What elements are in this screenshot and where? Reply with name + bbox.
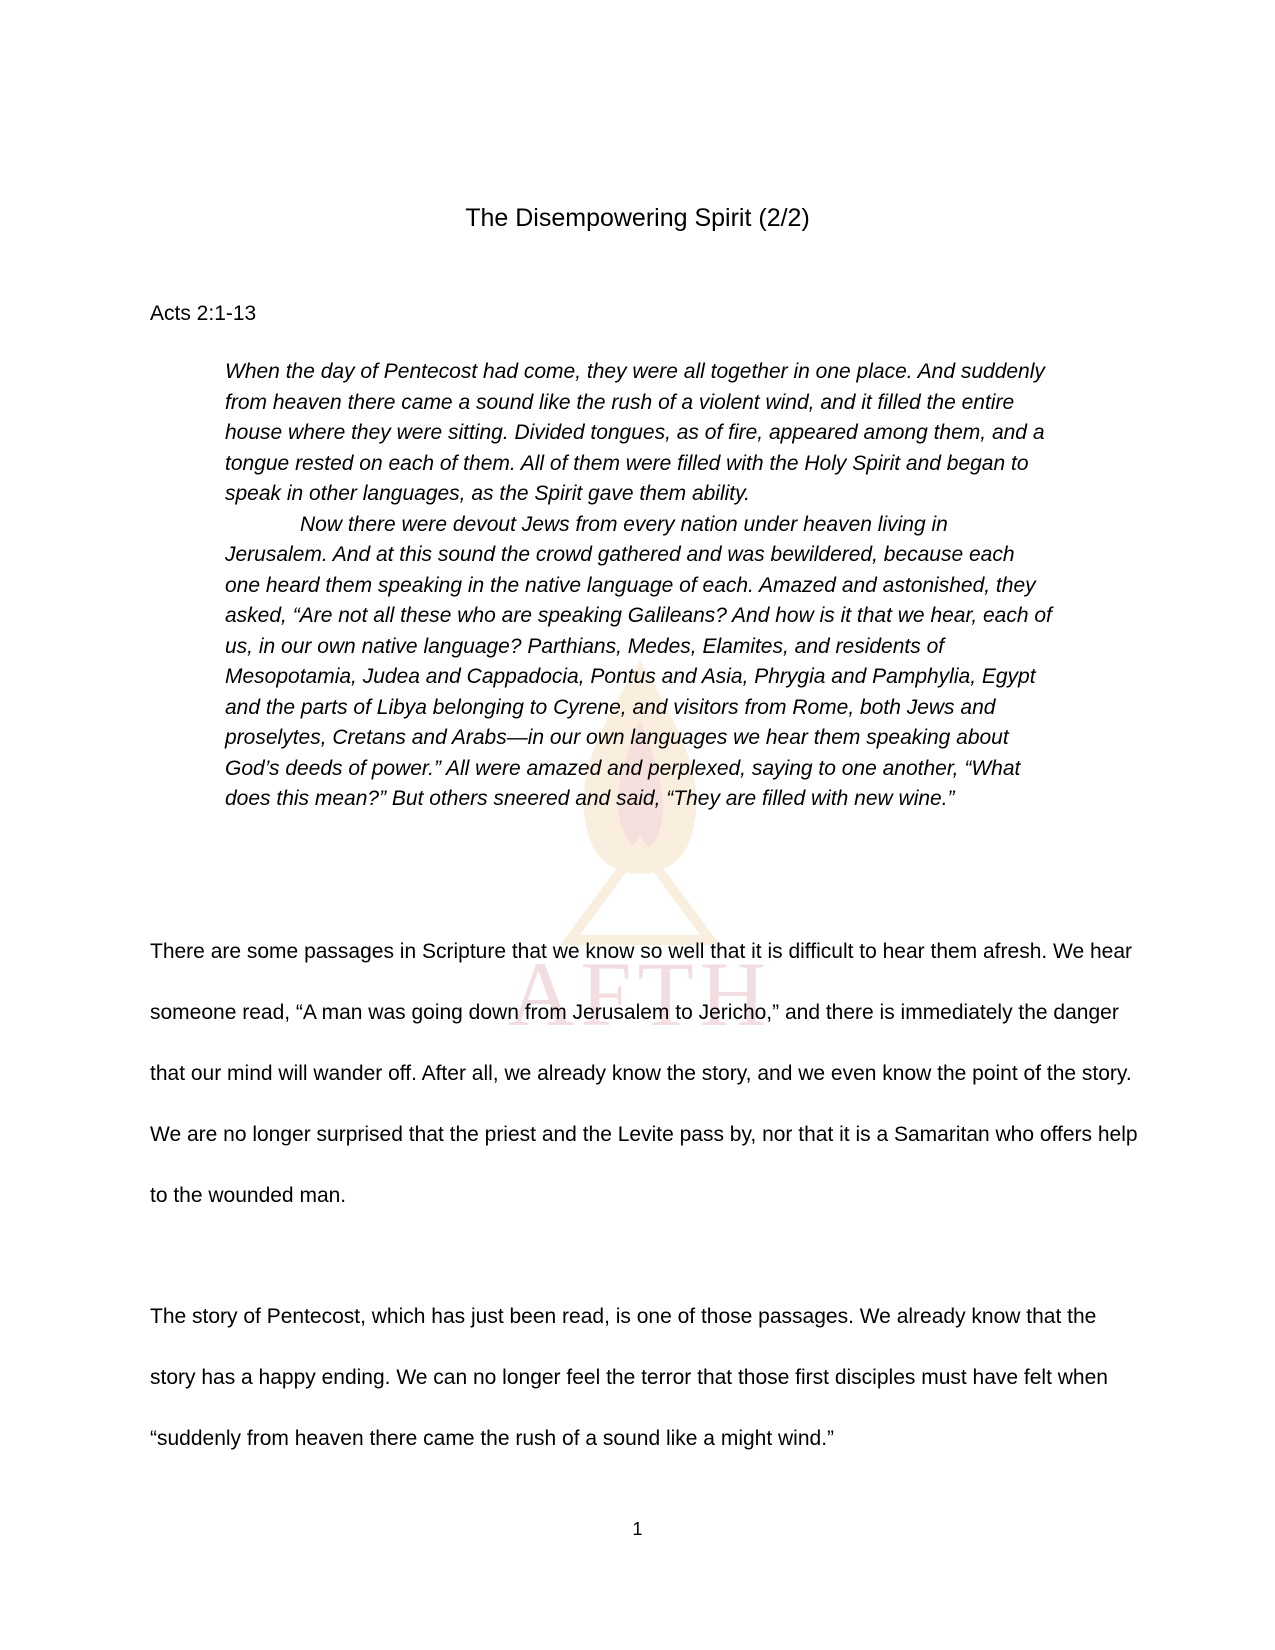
page-title: The Disempowering Spirit (2/2) bbox=[465, 204, 810, 232]
body-paragraph: The story of Pentecost, which has just been read, is one of those passages. We already know that the story has a happy ending. We can no longer feel the terror that those first disciples must have felt when “suddenly from heaven there came the rush of a sound like a might wind.” bbox=[150, 1305, 1108, 1450]
scripture-quote bbox=[225, 357, 1055, 815]
quote-paragraph: When the day of Pentecost had come, they were all together in one place. And suddenly from heaven there came a sound like the rush of a violent wind, and it filled the entire house where they were sitting. Divided tongues, as of fire, appeared among them, and a tongue rested on each of them. All of them were filled with the Holy Spirit and began to speak in other languages, as the Spirit gave them ability. bbox=[225, 360, 1045, 505]
page-number: 1 bbox=[632, 1519, 643, 1539]
scripture-reference: Acts 2:1-13 bbox=[150, 302, 257, 325]
quote-paragraph: Now there were devout Jews from every nation under heaven living in Jerusalem. And at this sound the crowd gathered and was bewildered, because each one heard them speaking in the native language of each. Amazed and astonished, they asked, “Are not all these who are speaking Galileans? And how is it that we hear, each of us, in our own native language? Parthians, Medes, Elamites, and residents of Mesopotamia, Judea and Cappadocia, Pontus and Asia, Phrygia and Pamphylia, Egypt and the parts of Libya belonging to Cyrene, and visitors from Rome, both Jews and proselytes, Cretans and Arabs—in our own languages we hear them speaking about God’s deeds of power.” All were amazed and perplexed, saying to one another, “What does this mean?” But others sneered and said, “They are filled with new wine.” bbox=[225, 512, 1052, 810]
watermark-text: AFTH bbox=[507, 943, 773, 1040]
body-paragraph: There are some passages in Scripture that we know so well that it is difficult to hear them afresh. We hear someone read, “A man was going down from Jerusalem to Jericho,” and there is immediately the danger that our mind will wander off. After all, we already know the story, and we even know the point of the story. We are no longer surprised that the priest and the Levite pass by, nor that it is a Samaritan who offers help to the wounded man. bbox=[150, 940, 1138, 1207]
